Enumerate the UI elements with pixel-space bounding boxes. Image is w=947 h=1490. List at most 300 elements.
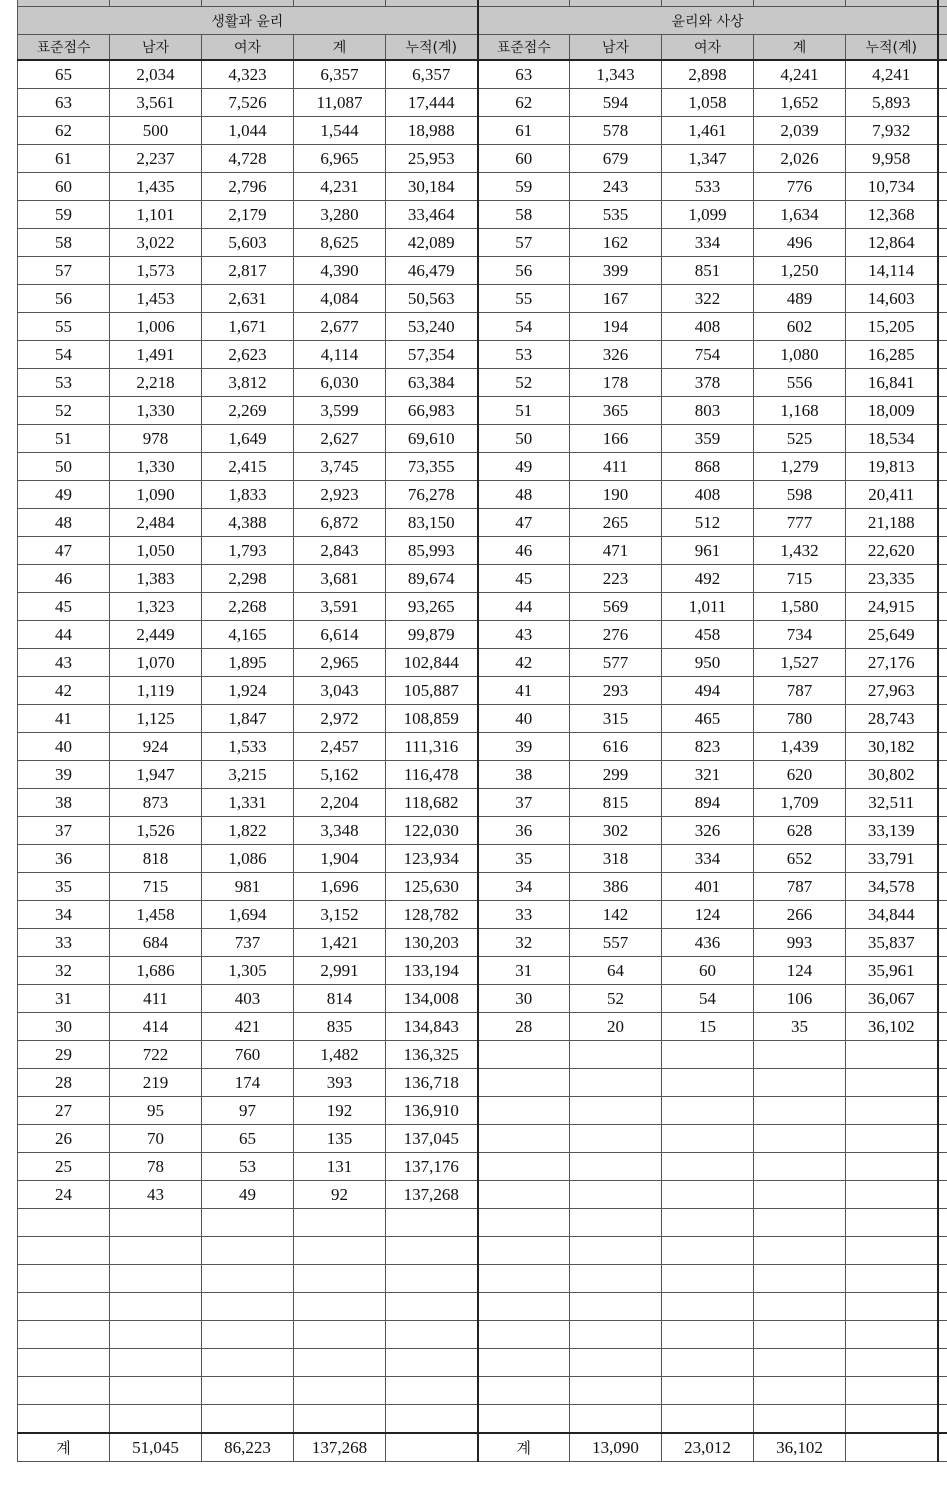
cell-male: 194	[570, 313, 662, 341]
cell-female: 458	[662, 621, 754, 649]
cell-total: 787	[754, 873, 846, 901]
cell-score: 38	[18, 789, 110, 817]
cell-female: 2,898	[662, 60, 754, 89]
table-row	[18, 1349, 947, 1377]
col-header-score: 표준점수	[478, 35, 570, 61]
cell-total	[754, 1125, 846, 1153]
cell-cumulative: 46,479	[386, 257, 478, 285]
cell-female: 823	[662, 733, 754, 761]
cell-total	[294, 1405, 386, 1434]
cell-female	[662, 1181, 754, 1209]
cell-total: 131	[294, 1153, 386, 1181]
cell-female: 2,268	[202, 593, 294, 621]
cell-male: 815	[570, 789, 662, 817]
cell-total: 1,279	[754, 453, 846, 481]
cell-female: 326	[662, 817, 754, 845]
cell-score: 55	[478, 285, 570, 313]
cell-male: 70	[110, 1125, 202, 1153]
cell-score: 36	[18, 845, 110, 873]
table-row	[18, 733, 947, 761]
cell-female: 2,179	[202, 201, 294, 229]
cell-cumulative: 66,983	[386, 397, 478, 425]
table-row	[18, 1209, 947, 1237]
cell-male: 1,343	[570, 60, 662, 89]
cell-score: 56	[18, 285, 110, 313]
table-row	[18, 229, 947, 257]
cell-male: 299	[570, 761, 662, 789]
cell-female: 4,165	[202, 621, 294, 649]
table-row	[18, 1293, 947, 1321]
cell-score	[478, 1405, 570, 1434]
cell-cumulative	[386, 1237, 478, 1265]
cell-male	[110, 1265, 202, 1293]
cell-cumulative: 27,963	[846, 677, 938, 705]
cell-male: 1,050	[110, 537, 202, 565]
cell-score: 35	[18, 873, 110, 901]
cell-cumulative: 35,837	[846, 929, 938, 957]
cell-female: 1,533	[202, 733, 294, 761]
cell-total: 2,843	[294, 537, 386, 565]
cell-total	[754, 1321, 846, 1349]
cell-cumulative: 99,879	[386, 621, 478, 649]
cell-score: 61	[18, 145, 110, 173]
cell-total	[754, 1097, 846, 1125]
cell-score	[18, 1349, 110, 1377]
cell-male	[570, 1321, 662, 1349]
cell-total: 6,872	[294, 509, 386, 537]
cell-score: 58	[478, 201, 570, 229]
cell-female	[662, 1293, 754, 1321]
cell-male: 1,686	[110, 957, 202, 985]
cell-female: 436	[662, 929, 754, 957]
cell-score	[18, 1209, 110, 1237]
cell-female: 494	[662, 677, 754, 705]
cell-score: 33	[478, 901, 570, 929]
col-header-score: 표준점수	[18, 35, 110, 61]
cell-total: 2,204	[294, 789, 386, 817]
table-row	[18, 397, 947, 425]
cell-male: 557	[570, 929, 662, 957]
cell-female	[662, 1069, 754, 1097]
cell-female: 4,728	[202, 145, 294, 173]
total-label: 계	[18, 1433, 110, 1462]
cell-female: 1,924	[202, 677, 294, 705]
cell-total: 1,634	[754, 201, 846, 229]
table-row	[18, 201, 947, 229]
cell-total: 2,039	[754, 117, 846, 145]
cell-total: 1,544	[294, 117, 386, 145]
cell-total: 1,482	[294, 1041, 386, 1069]
cell-total: 2,457	[294, 733, 386, 761]
col-header-male: 남자	[110, 35, 202, 61]
cell-total: 3,599	[294, 397, 386, 425]
cell-score: 42	[18, 677, 110, 705]
cell-cumulative: 23,335	[846, 565, 938, 593]
cell-male: 684	[110, 929, 202, 957]
cell-cumulative: 21,188	[846, 509, 938, 537]
cell-cumulative: 17,444	[386, 89, 478, 117]
table-row	[18, 1321, 947, 1349]
cell-score: 38	[478, 761, 570, 789]
cell-male: 1,119	[110, 677, 202, 705]
cell-score: 51	[18, 425, 110, 453]
cell-male	[570, 1265, 662, 1293]
cell-score	[18, 1377, 110, 1405]
cell-female: 1,694	[202, 901, 294, 929]
cell-cumulative: 33,139	[846, 817, 938, 845]
cell-cumulative	[846, 1209, 938, 1237]
cell-cumulative: 16,285	[846, 341, 938, 369]
cell-score: 37	[478, 789, 570, 817]
cell-total: 1,421	[294, 929, 386, 957]
cell-score: 52	[18, 397, 110, 425]
cell-cumulative: 18,534	[846, 425, 938, 453]
cell-female	[202, 1237, 294, 1265]
cell-male: 411	[110, 985, 202, 1013]
cell-score: 53	[478, 341, 570, 369]
cell-male: 722	[110, 1041, 202, 1069]
cell-total: 6,030	[294, 369, 386, 397]
cell-female: 2,269	[202, 397, 294, 425]
cell-cumulative: 134,008	[386, 985, 478, 1013]
cell-cumulative: 128,782	[386, 901, 478, 929]
col-header-cumulative: 누적(계)	[846, 35, 938, 61]
table-row	[18, 1013, 947, 1041]
cell-cumulative: 105,887	[386, 677, 478, 705]
cell-score: 34	[478, 873, 570, 901]
table-row	[18, 257, 947, 285]
cell-score: 49	[18, 481, 110, 509]
cell-cumulative	[846, 1097, 938, 1125]
cell-cumulative: 102,844	[386, 649, 478, 677]
cell-male: 1,383	[110, 565, 202, 593]
table-row	[18, 957, 947, 985]
cell-score: 30	[478, 985, 570, 1013]
cell-score: 31	[478, 957, 570, 985]
cell-male: 1,330	[110, 453, 202, 481]
cell-male: 1,101	[110, 201, 202, 229]
table-row	[18, 1377, 947, 1405]
cell-cumulative: 85,993	[386, 537, 478, 565]
cell-male	[570, 1377, 662, 1405]
cell-cumulative: 33,464	[386, 201, 478, 229]
cell-cumulative: 12,864	[846, 229, 938, 257]
cell-male	[570, 1153, 662, 1181]
cell-cumulative: 63,384	[386, 369, 478, 397]
cell-female: 15	[662, 1013, 754, 1041]
cell-total: 3,280	[294, 201, 386, 229]
cell-female	[662, 1265, 754, 1293]
table-row	[18, 509, 947, 537]
total-female: 23,012	[662, 1433, 754, 1462]
cell-male: 2,034	[110, 60, 202, 89]
cell-score	[18, 1293, 110, 1321]
cell-total: 4,114	[294, 341, 386, 369]
cell-cumulative: 30,182	[846, 733, 938, 761]
cell-score: 58	[18, 229, 110, 257]
cell-cumulative: 111,316	[386, 733, 478, 761]
cell-score: 59	[478, 173, 570, 201]
cell-score: 41	[18, 705, 110, 733]
cell-cumulative: 4,241	[846, 60, 938, 89]
cell-total: 776	[754, 173, 846, 201]
cell-total: 489	[754, 285, 846, 313]
cell-male: 243	[570, 173, 662, 201]
cell-female: 950	[662, 649, 754, 677]
table-row	[18, 789, 947, 817]
cell-cumulative: 93,265	[386, 593, 478, 621]
cell-total: 2,026	[754, 145, 846, 173]
cell-cumulative: 76,278	[386, 481, 478, 509]
cell-total: 2,965	[294, 649, 386, 677]
cell-female: 754	[662, 341, 754, 369]
cell-score: 54	[18, 341, 110, 369]
cell-male: 399	[570, 257, 662, 285]
cell-female: 981	[202, 873, 294, 901]
cell-cumulative: 9,958	[846, 145, 938, 173]
group-header-row	[18, 7, 947, 35]
table-row	[18, 873, 947, 901]
cell-cumulative: 42,089	[386, 229, 478, 257]
cell-total: 1,652	[754, 89, 846, 117]
cell-total: 602	[754, 313, 846, 341]
table-row	[18, 425, 947, 453]
cell-score	[478, 1321, 570, 1349]
cell-total: 780	[754, 705, 846, 733]
cell-cumulative: 53,240	[386, 313, 478, 341]
cell-male	[570, 1405, 662, 1434]
cell-score: 51	[478, 397, 570, 425]
cell-female: 2,796	[202, 173, 294, 201]
cell-female: 403	[202, 985, 294, 1013]
cell-cumulative	[846, 1181, 938, 1209]
table-row	[18, 313, 947, 341]
cell-score: 59	[18, 201, 110, 229]
cell-cumulative: 133,194	[386, 957, 478, 985]
cell-female	[202, 1377, 294, 1405]
cell-total: 1,432	[754, 537, 846, 565]
col-header-total: 계	[294, 35, 386, 61]
cell-score: 44	[18, 621, 110, 649]
col-header-female: 여자	[202, 35, 294, 61]
cell-cumulative: 108,859	[386, 705, 478, 733]
cell-total: 3,043	[294, 677, 386, 705]
cell-score: 33	[18, 929, 110, 957]
cell-male: 365	[570, 397, 662, 425]
cell-female: 1,099	[662, 201, 754, 229]
cell-female: 1,058	[662, 89, 754, 117]
cell-female	[662, 1097, 754, 1125]
cell-male: 411	[570, 453, 662, 481]
cell-male: 326	[570, 341, 662, 369]
cell-score: 53	[18, 369, 110, 397]
cell-score: 41	[478, 677, 570, 705]
cell-male: 594	[570, 89, 662, 117]
cell-total: 5,162	[294, 761, 386, 789]
cell-female	[202, 1265, 294, 1293]
cell-cumulative	[846, 1405, 938, 1434]
cell-cumulative: 25,953	[386, 145, 478, 173]
cell-male: 166	[570, 425, 662, 453]
cell-total	[294, 1349, 386, 1377]
cell-female	[662, 1321, 754, 1349]
table-row	[18, 1069, 947, 1097]
cell-female	[662, 1209, 754, 1237]
cell-male: 1,090	[110, 481, 202, 509]
cell-score	[478, 1153, 570, 1181]
cell-score: 39	[18, 761, 110, 789]
cell-cumulative	[846, 1293, 938, 1321]
cell-female: 334	[662, 845, 754, 873]
table-row	[18, 1181, 947, 1209]
cell-male	[570, 1209, 662, 1237]
cell-cumulative: 14,603	[846, 285, 938, 313]
cell-cumulative	[846, 1069, 938, 1097]
cell-female: 1,347	[662, 145, 754, 173]
cell-score: 26	[18, 1125, 110, 1153]
cell-female: 4,323	[202, 60, 294, 89]
cell-male	[570, 1293, 662, 1321]
cell-male	[570, 1069, 662, 1097]
cell-score: 30	[18, 1013, 110, 1041]
cell-score: 50	[478, 425, 570, 453]
cell-total: 4,231	[294, 173, 386, 201]
cell-score: 29	[18, 1041, 110, 1069]
cell-female: 803	[662, 397, 754, 425]
cell-cumulative	[386, 1349, 478, 1377]
cell-score: 43	[478, 621, 570, 649]
cell-score: 28	[478, 1013, 570, 1041]
cell-score: 45	[478, 565, 570, 593]
cell-female: 1,649	[202, 425, 294, 453]
cell-male: 276	[570, 621, 662, 649]
cell-cumulative: 7,932	[846, 117, 938, 145]
table-row	[18, 1041, 947, 1069]
col-header-female: 여자	[662, 35, 754, 61]
column-header-row	[18, 35, 947, 61]
cell-male: 924	[110, 733, 202, 761]
cell-score: 27	[18, 1097, 110, 1125]
cell-score	[478, 1097, 570, 1125]
cell-male: 178	[570, 369, 662, 397]
cell-score	[18, 1321, 110, 1349]
cell-female: 3,812	[202, 369, 294, 397]
cell-score	[478, 1181, 570, 1209]
cell-female: 7,526	[202, 89, 294, 117]
cell-cumulative: 122,030	[386, 817, 478, 845]
cell-total: 4,241	[754, 60, 846, 89]
cell-total: 2,923	[294, 481, 386, 509]
cell-male: 142	[570, 901, 662, 929]
cell-female: 2,631	[202, 285, 294, 313]
cell-cumulative: 33,791	[846, 845, 938, 873]
cell-total: 124	[754, 957, 846, 985]
cell-cumulative: 22,620	[846, 537, 938, 565]
cell-male	[570, 1125, 662, 1153]
cell-total	[294, 1237, 386, 1265]
cell-score: 57	[18, 257, 110, 285]
cell-female: 961	[662, 537, 754, 565]
cell-cumulative: 5,893	[846, 89, 938, 117]
cell-cumulative: 116,478	[386, 761, 478, 789]
cell-score: 48	[478, 481, 570, 509]
cell-score: 24	[18, 1181, 110, 1209]
cell-total	[754, 1265, 846, 1293]
cell-male: 3,022	[110, 229, 202, 257]
cell-female: 1,822	[202, 817, 294, 845]
cell-score: 62	[18, 117, 110, 145]
table-row	[18, 985, 947, 1013]
cell-male: 386	[570, 873, 662, 901]
cell-male: 578	[570, 117, 662, 145]
cell-score	[18, 1237, 110, 1265]
cell-score: 44	[478, 593, 570, 621]
total-male: 13,090	[570, 1433, 662, 1462]
cell-total: 106	[754, 985, 846, 1013]
cell-female: 1,305	[202, 957, 294, 985]
cell-female: 1,011	[662, 593, 754, 621]
cell-female: 5,603	[202, 229, 294, 257]
cell-female: 408	[662, 313, 754, 341]
cell-cumulative	[846, 1349, 938, 1377]
cell-female	[202, 1293, 294, 1321]
cell-male: 500	[110, 117, 202, 145]
cell-total: 266	[754, 901, 846, 929]
cell-total: 1,168	[754, 397, 846, 425]
cell-cumulative: 6,357	[386, 60, 478, 89]
cell-male: 223	[570, 565, 662, 593]
section-title-life-ethics: 생활과 윤리	[18, 7, 478, 35]
cell-total	[294, 1265, 386, 1293]
cell-male: 1,947	[110, 761, 202, 789]
cell-total: 787	[754, 677, 846, 705]
cell-male: 3,561	[110, 89, 202, 117]
total-sum: 36,102	[754, 1433, 846, 1462]
cell-score: 54	[478, 313, 570, 341]
cell-female: 322	[662, 285, 754, 313]
cell-cumulative: 57,354	[386, 341, 478, 369]
cell-male: 616	[570, 733, 662, 761]
cell-cumulative	[386, 1321, 478, 1349]
cell-cumulative: 118,682	[386, 789, 478, 817]
cell-male: 78	[110, 1153, 202, 1181]
cell-total: 628	[754, 817, 846, 845]
cell-total: 1,696	[294, 873, 386, 901]
cell-female: 1,461	[662, 117, 754, 145]
cell-score: 56	[478, 257, 570, 285]
cell-female	[202, 1405, 294, 1434]
cell-cumulative: 83,150	[386, 509, 478, 537]
cell-cumulative: 34,844	[846, 901, 938, 929]
cell-cumulative: 136,718	[386, 1069, 478, 1097]
cell-male	[110, 1349, 202, 1377]
cell-score: 40	[18, 733, 110, 761]
cell-cumulative: 137,268	[386, 1181, 478, 1209]
cell-male: 1,006	[110, 313, 202, 341]
cell-score: 46	[18, 565, 110, 593]
cell-total	[754, 1209, 846, 1237]
cell-total: 496	[754, 229, 846, 257]
cell-male: 535	[570, 201, 662, 229]
cell-male	[110, 1405, 202, 1434]
cell-score: 42	[478, 649, 570, 677]
cell-female	[662, 1405, 754, 1434]
cell-score	[478, 1377, 570, 1405]
cell-male: 167	[570, 285, 662, 313]
cell-total: 1,439	[754, 733, 846, 761]
cell-male	[110, 1237, 202, 1265]
cell-male: 2,449	[110, 621, 202, 649]
